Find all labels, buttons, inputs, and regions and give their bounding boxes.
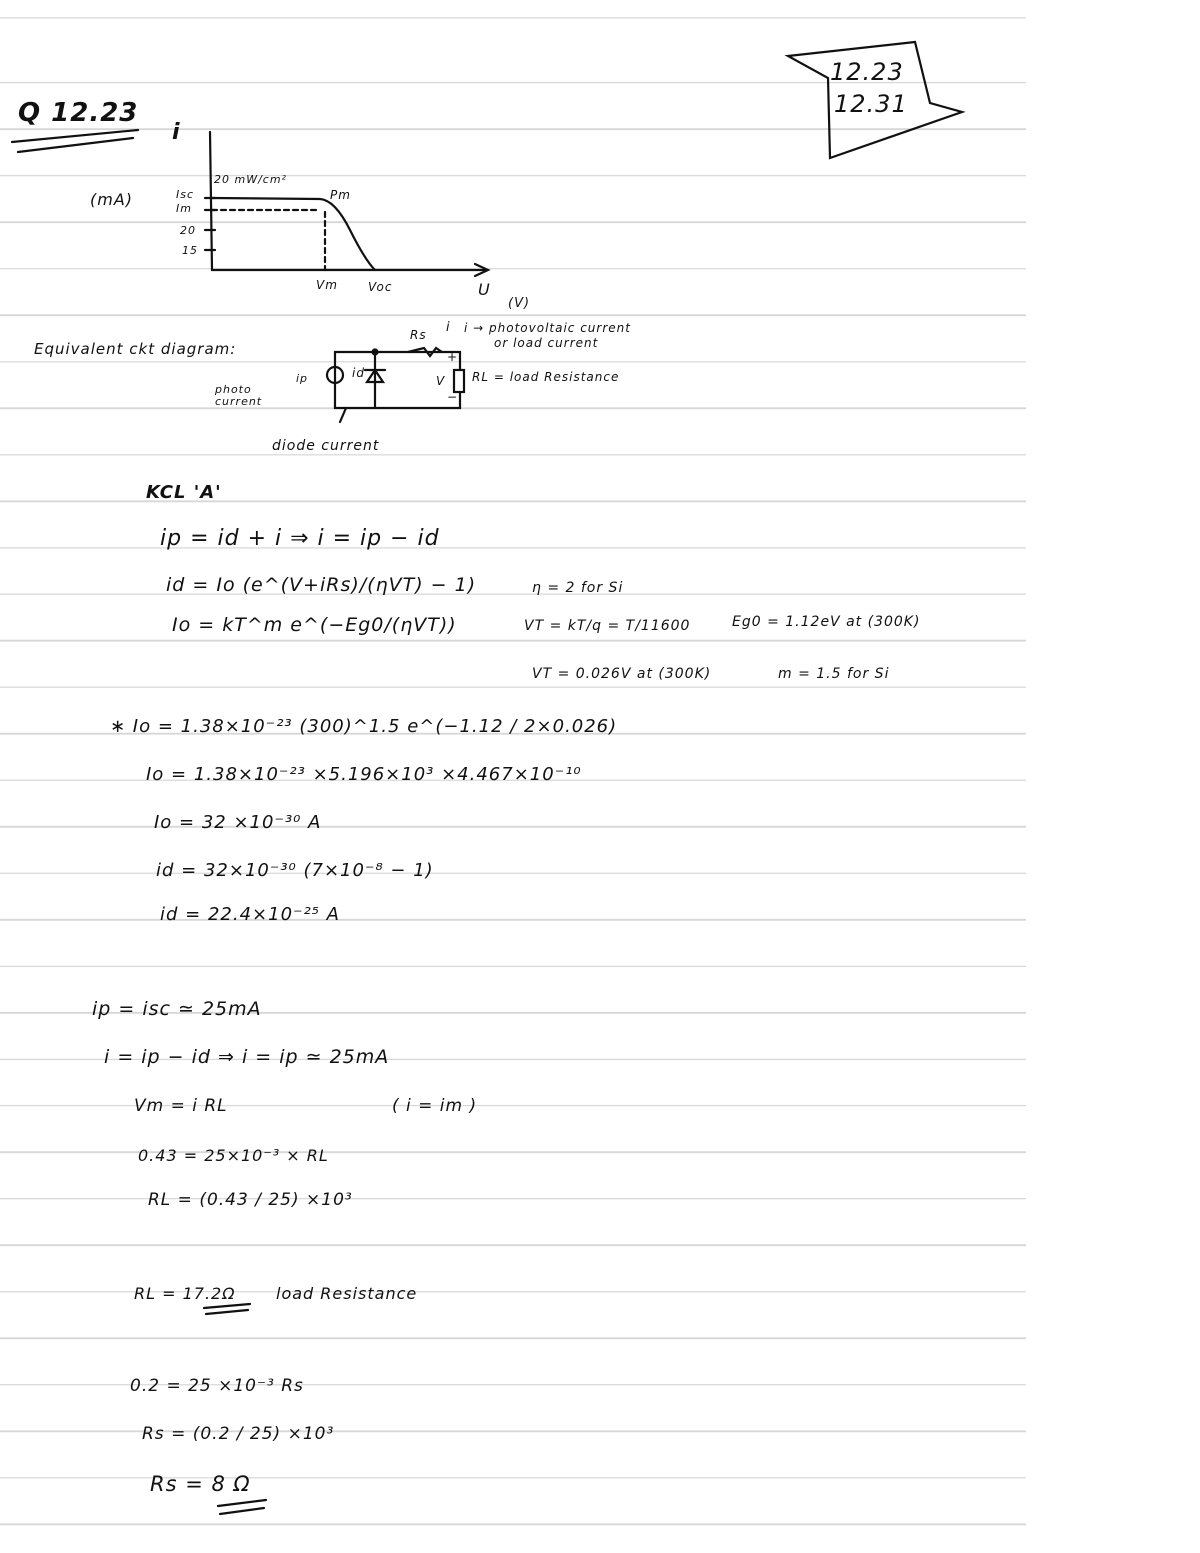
graph-x-unit: (V) bbox=[508, 296, 531, 311]
circuit-heading: Equivalent ckt diagram: bbox=[34, 340, 237, 358]
circuit-i-description-1: i → photovoltaic current bbox=[464, 321, 631, 335]
rs-line-1: 0.2 = 25 ×10⁻³ Rs bbox=[130, 1376, 304, 1396]
calc-line-4: id = 32×10⁻³⁰ (7×10⁻⁸ − 1) bbox=[156, 860, 434, 881]
calc-line-5: id = 22.4×10⁻²⁵ A bbox=[160, 904, 340, 925]
rl-line-1: ip = isc ≃ 25mA bbox=[92, 998, 262, 1020]
rl-result: RL = 17.2Ω bbox=[134, 1284, 236, 1303]
graph-y-unit: (mA) bbox=[90, 190, 134, 209]
kcl-heading: KCL 'A' bbox=[146, 482, 222, 503]
circuit-v-label: V bbox=[436, 374, 446, 388]
circuit-i-label: i bbox=[446, 320, 451, 335]
title-underline bbox=[8, 128, 148, 158]
circuit-diode-current: diode current bbox=[272, 438, 380, 454]
calc-line-2: Io = 1.38×10⁻²³ ×5.196×10³ ×4.467×10⁻¹⁰ bbox=[146, 764, 582, 785]
graph-tick-20: 20 bbox=[180, 224, 196, 237]
kcl-vt-note: VT = kT/q = T/11600 bbox=[524, 618, 691, 634]
circuit-i-description-2: or load current bbox=[494, 336, 599, 350]
rs-result: Rs = 8 Ω bbox=[150, 1472, 251, 1496]
kcl-vt-value: VT = 0.026V at (300K) bbox=[532, 666, 712, 682]
circuit-id-label: id bbox=[352, 366, 365, 380]
rl-line-5: RL = (0.43 / 25) ×10³ bbox=[148, 1190, 353, 1210]
graph-irradiance: 20 mW/cm² bbox=[214, 173, 287, 186]
graph-isc-label: Isc bbox=[176, 188, 195, 201]
kcl-eg-note: Eg0 = 1.12eV at (300K) bbox=[732, 614, 921, 630]
calc-line-1: ∗ Io = 1.38×10⁻²³ (300)^1.5 e^(−1.12 / 2×0.026) bbox=[110, 716, 618, 737]
question-title: Q 12.23 bbox=[18, 98, 139, 128]
reference-box-line2: 12.31 bbox=[834, 90, 908, 118]
graph-vm-label: Vm bbox=[316, 278, 338, 292]
graph-im-label: Im bbox=[176, 202, 192, 215]
kcl-equation-1: ip = id + i ⇒ i = ip − id bbox=[160, 526, 440, 551]
circuit-minus: − bbox=[447, 390, 459, 404]
calc-line-3: Io = 32 ×10⁻³⁰ A bbox=[154, 812, 322, 833]
graph-y-axis-label: i bbox=[172, 120, 181, 145]
graph-x-axis-label: U bbox=[478, 280, 491, 299]
rl-line-2: i = ip − id ⇒ i = ip ≃ 25mA bbox=[104, 1046, 390, 1068]
circuit-plus: + bbox=[447, 350, 459, 364]
rs-result-underline bbox=[214, 1496, 274, 1520]
rl-line-3-note: ( i = im ) bbox=[392, 1096, 478, 1116]
kcl-m-note: m = 1.5 for Si bbox=[778, 666, 890, 682]
iv-curve-graph bbox=[170, 120, 510, 300]
circuit-ip-label: ip bbox=[296, 372, 309, 385]
equivalent-circuit-diagram bbox=[320, 330, 480, 425]
rl-result-underline bbox=[200, 1300, 260, 1320]
circuit-rl-label: RL = load Resistance bbox=[472, 370, 620, 384]
right-margin bbox=[1026, 0, 1200, 1553]
graph-pm-label: Pm bbox=[330, 188, 351, 202]
graph-tick-15: 15 bbox=[182, 244, 198, 257]
rl-line-3: Vm = i RL bbox=[134, 1096, 228, 1116]
rl-result-note: load Resistance bbox=[276, 1284, 418, 1303]
kcl-equation-3: Io = kT^m e^(−Eg0/(ηVT)) bbox=[172, 614, 457, 636]
circuit-photo-current: photo current bbox=[215, 383, 263, 408]
rl-line-4: 0.43 = 25×10⁻³ × RL bbox=[138, 1146, 329, 1165]
graph-voc-label: Voc bbox=[368, 280, 393, 294]
kcl-equation-2: id = Io (e^(V+iRs)/(ηVT) − 1) bbox=[166, 574, 477, 596]
kcl-eta-note: η = 2 for Si bbox=[532, 580, 624, 596]
rs-line-2: Rs = (0.2 / 25) ×10³ bbox=[142, 1424, 335, 1444]
reference-box-line1: 12.23 bbox=[830, 58, 904, 86]
circuit-rs-label: Rs bbox=[410, 328, 427, 342]
